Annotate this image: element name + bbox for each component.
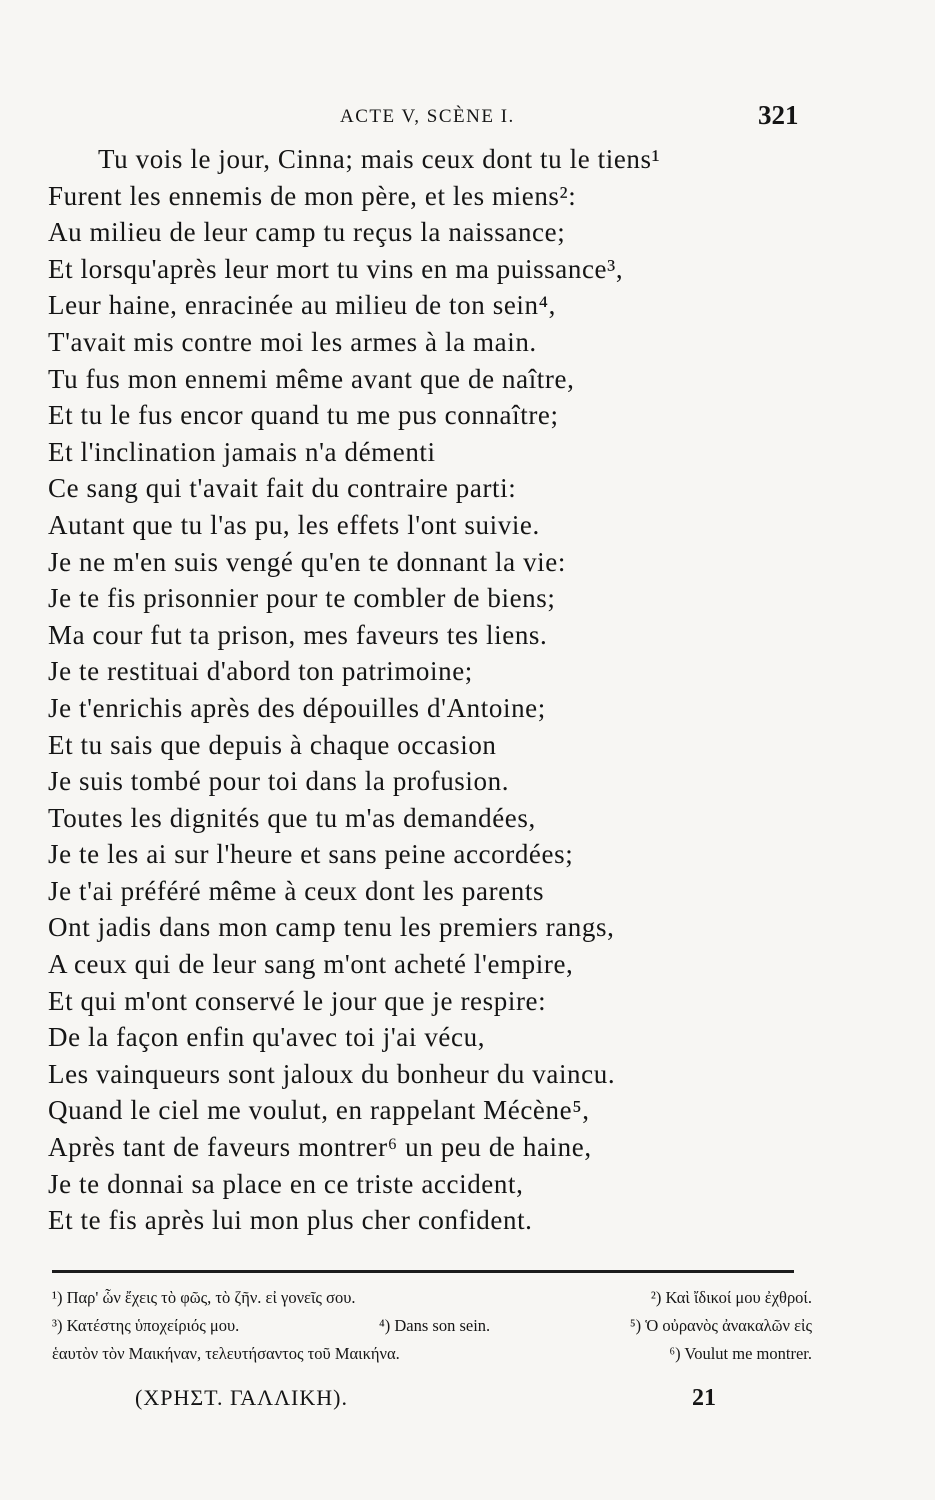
footnote-2: ²) Καὶ ἴδικοί μου ἐχθροί.	[650, 1288, 812, 1307]
verse-line: Je ne m'en suis vengé qu'en te donnant la vie:	[48, 546, 566, 577]
printer-signature: (ΧΡΗΣΤ. ΓΑΛΛΙΚΗ).	[135, 1385, 348, 1410]
verse-line: Et te fis après lui mon plus cher confident.	[48, 1205, 533, 1236]
sheet-number: 21	[692, 1385, 716, 1411]
verse-line: Tu fus mon ennemi même avant que de naître,	[48, 363, 575, 394]
page-number: 321	[758, 100, 799, 130]
verse-line: Après tant de faveurs montrer⁶ un peu de haine,	[48, 1132, 592, 1163]
footnote-line	[52, 1312, 812, 1340]
verse-line: Et tu le fus encor quand tu me pus connaître;	[48, 400, 559, 431]
running-head: ACTE V, SCÈNE I.	[340, 106, 515, 127]
verse-line: Les vainqueurs sont jaloux du bonheur du vaincu.	[48, 1058, 616, 1089]
verse-line: Quand le ciel me voulut, en rappelant Mécène⁵,	[48, 1095, 590, 1126]
verse-line: Et qui m'ont conservé le jour que je respire:	[48, 985, 547, 1016]
verse-line: Ont jadis dans mon camp tenu les premiers rangs,	[48, 912, 615, 943]
verse-line: Et tu sais que depuis à chaque occasion	[48, 729, 497, 760]
footnote-line	[52, 1340, 812, 1368]
footnote-divider	[52, 1270, 794, 1273]
verse-line: Je suis tombé pour toi dans la profusion.	[48, 766, 510, 797]
verse-line: De la façon enfin qu'avec toi j'ai vécu,	[48, 1022, 486, 1053]
verse-line: Autant que tu l'as pu, les effets l'ont suivie.	[48, 509, 540, 540]
verse-line: Au milieu de leur camp tu reçus la naissance;	[48, 217, 566, 248]
verse-line: Je te les ai sur l'heure et sans peine accordées;	[48, 839, 574, 870]
verse-line: Tu vois le jour, Cinna; mais ceux dont tu le tiens¹	[98, 144, 661, 174]
verse-line: Et lorsqu'après leur mort tu vins en ma puissance³,	[48, 253, 624, 284]
footnotes	[52, 1284, 812, 1368]
verse-block	[48, 141, 828, 1239]
verse-line: Toutes les dignités que tu m'as demandées,	[48, 802, 536, 833]
page-footer	[0, 1385, 935, 1425]
verse-line: Et l'inclination jamais n'a démenti	[48, 436, 436, 467]
footnote-4: ⁴) Dans son sein.	[379, 1316, 491, 1335]
verse-line: Je te restituai d'abord ton patrimoine;	[48, 656, 473, 687]
footnote-line	[52, 1284, 812, 1312]
footnote-3: ³) Κατέστης ὑποχείριός μου.	[52, 1316, 240, 1335]
footnote-1: ¹) Παρ' ὧν ἔχεις τὸ φῶς, τὸ ζῆν. εἰ γονεῖς σου.	[52, 1288, 356, 1307]
verse-line: Ce sang qui t'avait fait du contraire parti:	[48, 473, 517, 504]
verse-line: Furent les ennemis de mon père, et les miens²:	[48, 180, 577, 211]
page-header	[0, 100, 935, 140]
verse-line: T'avait mis contre moi les armes à la main.	[48, 326, 537, 357]
verse-line: Ma cour fut ta prison, mes faveurs tes liens.	[48, 619, 548, 650]
verse-line: Je t'ai préféré même à ceux dont les parents	[48, 875, 545, 906]
footnote-6: ⁶) Voulut me montrer.	[669, 1344, 812, 1363]
verse-line: Je te donnai sa place en ce triste accident,	[48, 1168, 524, 1199]
verse-line: Leur haine, enracinée au milieu de ton sein⁴,	[48, 290, 556, 321]
footnote-5-continued: ἑαυτὸν τὸν Μαικήναν, τελευτήσαντος τοῦ Μαικήνα.	[52, 1344, 400, 1363]
verse-line: A ceux qui de leur sang m'ont acheté l'empire,	[48, 949, 574, 980]
verse-line: Je t'enrichis après des dépouilles d'Antoine;	[48, 692, 546, 723]
verse-line: Je te fis prisonnier pour te combler de biens;	[48, 583, 556, 614]
footnote-5: ⁵) Ὁ οὐρανὸς ἀνακαλῶν εἰς	[629, 1316, 812, 1335]
